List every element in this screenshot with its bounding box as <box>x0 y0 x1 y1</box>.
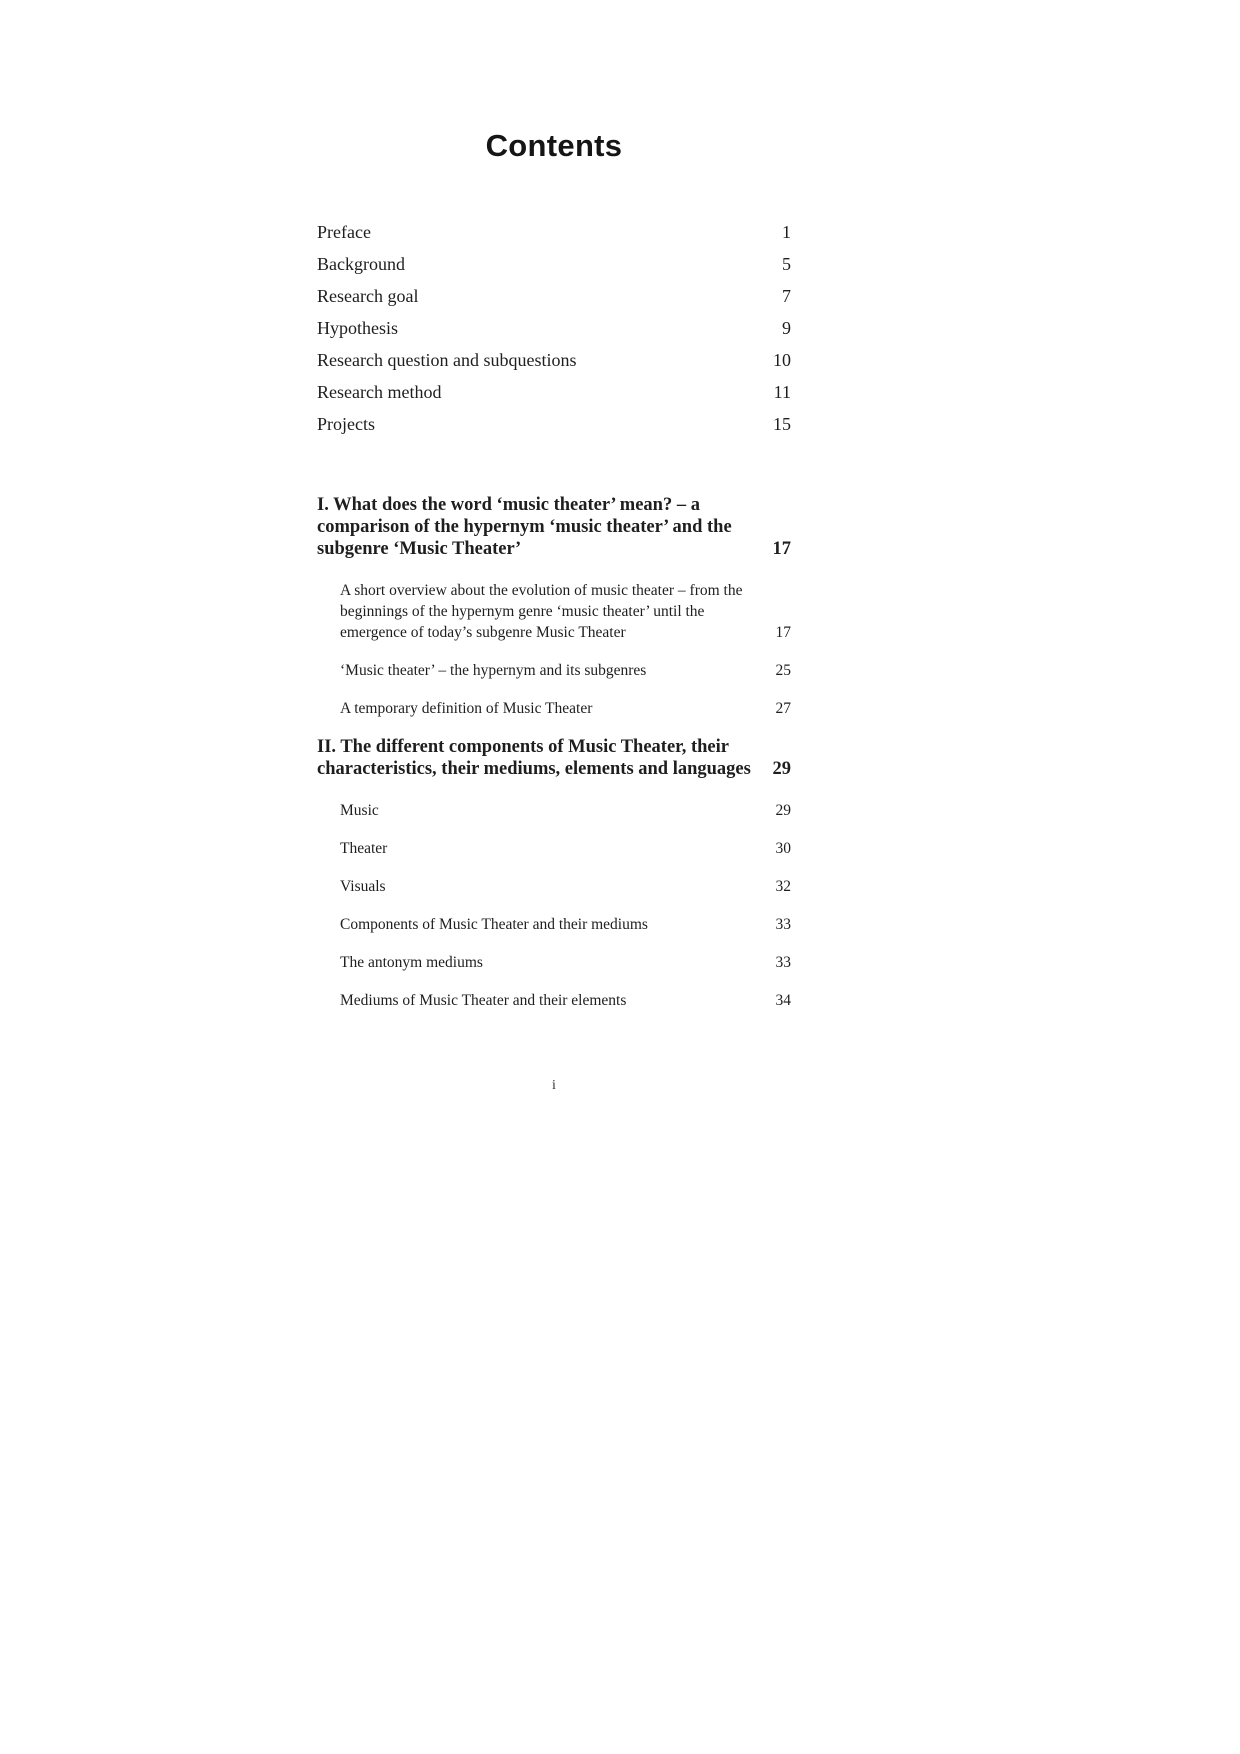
toc-entry-page: 10 <box>773 350 791 370</box>
toc-section-1 <box>317 494 791 719</box>
toc-entry-page: 7 <box>782 286 791 306</box>
toc-section-2 <box>317 736 791 1011</box>
toc-entry-background <box>317 252 791 276</box>
toc-subentry <box>340 660 791 681</box>
toc-subentry-page: 32 <box>775 878 791 895</box>
toc-subentry-page: 33 <box>775 954 791 971</box>
toc-entry-research-method <box>317 380 791 404</box>
page-title: Contents <box>485 128 623 163</box>
toc-entry-page: 1 <box>782 222 791 242</box>
toc-entry-page: 11 <box>773 382 791 402</box>
toc-subentry-label: Visuals <box>340 878 386 895</box>
toc-entry-label: Preface <box>317 222 371 242</box>
toc-entry-research-goal <box>317 284 791 308</box>
toc-subentry-label: A temporary definition of Music Theater <box>340 700 593 717</box>
section-heading <box>317 736 791 780</box>
toc-entry-label: Research goal <box>317 286 419 306</box>
toc-entry-page: 9 <box>782 318 791 338</box>
toc-subentry <box>340 580 791 643</box>
toc-subentry <box>340 800 791 821</box>
toc-entry-page: 15 <box>773 414 791 434</box>
toc-entry-label: Research question and subquestions <box>317 350 577 370</box>
toc-subentry-page: 27 <box>775 700 791 717</box>
toc-entry-hypothesis <box>317 316 791 340</box>
front-matter-list <box>317 220 791 436</box>
toc-entry-page: 5 <box>782 254 791 274</box>
subsection-list <box>317 800 791 1011</box>
section-heading <box>317 494 791 560</box>
toc-subentry-page: 30 <box>775 840 791 857</box>
toc-subentry-label: The antonym mediums <box>340 954 483 971</box>
toc-subentry-page: 25 <box>775 662 791 679</box>
toc-subentry <box>340 914 791 935</box>
toc-subentry-label: Components of Music Theater and their mediums <box>340 916 648 933</box>
toc-entry-projects <box>317 412 791 436</box>
toc-subentry-label: Music <box>340 802 379 819</box>
toc-subentry-page: 29 <box>775 802 791 819</box>
toc-subentry-label: Mediums of Music Theater and their elements <box>340 992 627 1009</box>
section-heading-page: 29 <box>772 759 791 779</box>
toc-subentry-label: Theater <box>340 840 388 857</box>
section-heading-label: I. What does the word ‘music theater’ mean? – a comparison of the hypernym ‘music theater’ and the subgenre ‘Music Theater’ <box>317 495 732 559</box>
section-heading-label: II. The different components of Music Theater, their characteristics, their mediums, elements and languages <box>317 737 751 779</box>
toc-entry-label: Research method <box>317 382 442 402</box>
toc-content <box>317 128 791 1028</box>
toc-subentry-page: 34 <box>775 992 791 1009</box>
toc-entry-preface <box>317 220 791 244</box>
toc-subentry-page: 33 <box>775 916 791 933</box>
toc-subentry-label: A short overview about the evolution of music theater – from the beginnings of the hypernym genre ‘music theater’ until the emergence of today’s subgenre Music Theater <box>340 582 743 641</box>
toc-subentry <box>340 990 791 1011</box>
footer-page-number: i <box>552 1078 556 1093</box>
subsection-list <box>317 580 791 719</box>
toc-subentry-label: ‘Music theater’ – the hypernym and its subgenres <box>340 662 647 679</box>
toc-subentry <box>340 952 791 973</box>
toc-entry-label: Background <box>317 254 405 274</box>
toc-entry-label: Projects <box>317 414 375 434</box>
toc-subentry <box>340 698 791 719</box>
toc-entry-research-question <box>317 348 791 372</box>
section-heading-page: 17 <box>772 539 791 559</box>
toc-subentry <box>340 876 791 897</box>
toc-subentry-page: 17 <box>775 624 791 641</box>
toc-entry-label: Hypothesis <box>317 318 398 338</box>
toc-subentry <box>340 838 791 859</box>
